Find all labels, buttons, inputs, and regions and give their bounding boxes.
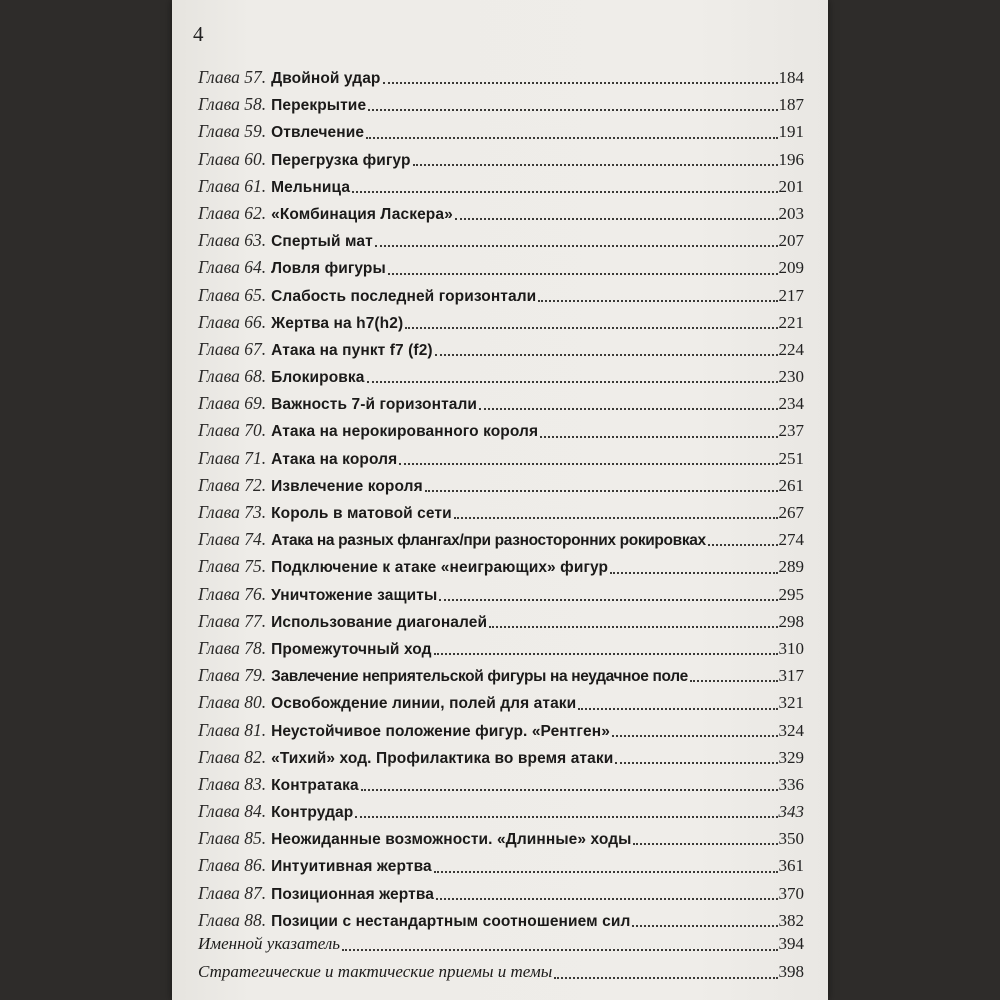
chapter-title: Перекрытие xyxy=(271,97,367,115)
index-entry-themes[interactable] xyxy=(198,958,804,986)
chapter-number: Глава 73. xyxy=(198,502,267,522)
toc-entry-70[interactable] xyxy=(198,417,804,444)
chapter-number: Глава 70. xyxy=(198,420,267,441)
toc-entry-78[interactable] xyxy=(198,635,804,662)
dot-leader xyxy=(388,272,778,275)
chapter-number: Глава 79. xyxy=(198,665,267,686)
chapter-title: Завлечение неприятельской фигуры на неудачное поле xyxy=(271,668,688,686)
page-ref: 251 xyxy=(778,448,804,468)
chapter-title: Неожиданные возможности. «Длинные» ходы xyxy=(271,831,632,849)
toc-entry-83[interactable] xyxy=(198,771,804,798)
chapter-number: Глава 87. xyxy=(198,882,267,903)
chapter-title: Отвлечение xyxy=(271,124,365,142)
chapter-title: Важность 7-й горизонтали xyxy=(271,396,478,414)
toc-entry-85[interactable] xyxy=(198,825,804,852)
chapter-number: Глава 68. xyxy=(198,366,267,387)
toc-entry-76[interactable] xyxy=(198,581,804,608)
chapter-number: Глава 61. xyxy=(198,175,267,196)
chapter-title: Жертва на h7(h2) xyxy=(271,314,404,332)
chapter-title: Использование диагоналей xyxy=(271,613,488,631)
chapter-number: Глава 82. xyxy=(198,746,267,767)
chapter-number: Глава 88. xyxy=(198,909,267,930)
chapter-number: Глава 65. xyxy=(198,284,267,305)
page-ref: 370 xyxy=(778,883,804,903)
toc-entry-71[interactable] xyxy=(198,445,804,472)
page-ref: 196 xyxy=(778,149,804,169)
toc-entry-75[interactable] xyxy=(198,553,804,580)
chapter-title: Позиции с нестандартным соотношением сил xyxy=(271,912,631,930)
chapter-number: Глава 86. xyxy=(198,855,267,876)
toc-entry-69[interactable] xyxy=(198,390,804,417)
toc-entry-62[interactable] xyxy=(198,200,804,227)
dot-leader xyxy=(435,353,778,356)
index-section xyxy=(198,930,804,986)
dot-leader xyxy=(632,924,777,927)
dot-leader xyxy=(633,842,777,845)
page-ref: 237 xyxy=(778,421,804,441)
page-ref: 261 xyxy=(778,475,804,495)
toc-entry-59[interactable] xyxy=(198,118,804,145)
chapter-number: Глава 74. xyxy=(198,529,267,550)
toc-entry-73[interactable] xyxy=(198,499,804,526)
index-entry-names[interactable] xyxy=(198,930,804,958)
chapter-number: Глава 75. xyxy=(198,556,267,577)
dot-leader xyxy=(540,435,777,438)
dot-leader xyxy=(690,679,778,682)
chapter-number: Глава 67. xyxy=(198,338,267,359)
page-ref: 274 xyxy=(778,530,804,550)
page-ref: 394 xyxy=(778,934,804,953)
toc-entry-61[interactable] xyxy=(198,173,804,200)
chapter-title: Позиционная жертва xyxy=(271,885,434,903)
page-ref: 361 xyxy=(778,856,804,876)
chapter-title: Неустойчивое положение фигур. «Рентген» xyxy=(271,722,610,740)
page-ref: 329 xyxy=(778,747,804,767)
page-ref: 207 xyxy=(778,231,804,251)
toc-entry-82[interactable] xyxy=(198,744,804,771)
dot-leader xyxy=(434,870,778,873)
dot-leader xyxy=(708,543,778,546)
dot-leader xyxy=(368,108,777,111)
toc-entry-68[interactable] xyxy=(198,363,804,390)
dot-leader xyxy=(489,625,777,628)
chapter-title: Атака на пункт f7 (f2) xyxy=(271,341,433,359)
dot-leader xyxy=(612,734,778,737)
chapter-title: Спертый мат xyxy=(271,233,373,251)
chapter-title: Атака на короля xyxy=(271,450,398,468)
page-ref: 224 xyxy=(778,339,804,359)
page-ref: 321 xyxy=(778,693,804,713)
toc-entry-81[interactable] xyxy=(198,717,804,744)
dot-leader xyxy=(383,81,778,84)
page-ref: 350 xyxy=(778,829,804,849)
toc-entry-66[interactable] xyxy=(198,309,804,336)
chapter-number: Глава 76. xyxy=(198,583,267,604)
page-ref: 201 xyxy=(778,176,804,196)
chapter-title: Контратака xyxy=(271,776,359,794)
chapter-title: Мельница xyxy=(271,178,351,196)
chapter-title: Интуитивная жертва xyxy=(271,858,432,876)
chapter-title: Король в матовой сети xyxy=(271,505,452,522)
dot-leader xyxy=(366,136,777,139)
chapter-title: Двойной удар xyxy=(271,70,381,87)
page-ref: 336 xyxy=(778,774,804,794)
dot-leader xyxy=(375,244,778,247)
chapter-title: Атака на нерокированного короля xyxy=(271,423,539,441)
page-ref: 191 xyxy=(778,122,804,142)
dot-leader xyxy=(439,598,777,601)
table-of-contents xyxy=(198,64,804,934)
toc-entry-57[interactable] xyxy=(198,64,804,91)
toc-entry-72[interactable] xyxy=(198,472,804,499)
index-title: Стратегические и тактические приемы и темы xyxy=(198,962,553,981)
toc-entry-60[interactable] xyxy=(198,146,804,173)
chapter-number: Глава 72. xyxy=(198,474,267,495)
page-ref: 221 xyxy=(778,312,804,332)
index-title: Именной указатель xyxy=(198,934,341,953)
chapter-number: Глава 58. xyxy=(198,94,267,115)
page-ref: 289 xyxy=(778,557,804,577)
dot-leader xyxy=(479,407,777,410)
toc-entry-86[interactable] xyxy=(198,852,804,879)
toc-entry-65[interactable] xyxy=(198,282,804,309)
chapter-number: Глава 83. xyxy=(198,773,267,794)
chapter-number: Глава 62. xyxy=(198,202,267,223)
chapter-number: Глава 69. xyxy=(198,393,267,414)
dot-leader xyxy=(425,489,778,492)
page-ref: 310 xyxy=(778,638,804,658)
dot-leader xyxy=(342,948,777,951)
page-ref: 317 xyxy=(778,666,804,686)
toc-entry-79[interactable] xyxy=(198,662,804,689)
page-ref: 234 xyxy=(778,394,804,414)
dot-leader xyxy=(399,462,777,465)
chapter-number: Глава 84. xyxy=(198,801,267,822)
dot-leader xyxy=(436,897,778,900)
chapter-title: «Комбинация Ласкера» xyxy=(271,205,453,223)
dot-leader xyxy=(367,380,778,383)
chapter-number: Глава 59. xyxy=(198,121,267,142)
dot-leader xyxy=(578,707,777,710)
dot-leader xyxy=(405,326,777,329)
chapter-title: Уничтожение защиты xyxy=(271,586,438,604)
dot-leader xyxy=(538,299,777,302)
chapter-title: Атака на разных флангах/при разносторонних рокировках xyxy=(271,532,706,550)
chapter-number: Глава 77. xyxy=(198,610,267,631)
dot-leader xyxy=(413,163,778,166)
chapter-title: Слабость последней горизонтали xyxy=(271,287,537,305)
chapter-title: Извлечение короля xyxy=(271,477,423,495)
toc-entry-77[interactable] xyxy=(198,608,804,635)
chapter-title: Подключение к атаке «неиграющих» фигур xyxy=(271,559,609,577)
page-ref: 230 xyxy=(778,367,804,387)
dot-leader xyxy=(455,217,778,220)
toc-entry-74[interactable] xyxy=(198,526,804,553)
toc-entry-63[interactable] xyxy=(198,227,804,254)
page-ref: 217 xyxy=(778,285,804,305)
dot-leader xyxy=(434,652,778,655)
chapter-number: Глава 85. xyxy=(198,828,267,849)
dot-leader xyxy=(454,516,778,519)
chapter-title: Освобождение линии, полей для атаки xyxy=(271,695,577,713)
chapter-title: Промежуточный ход xyxy=(271,640,432,658)
toc-entry-80[interactable] xyxy=(198,689,804,716)
chapter-title: Ловля фигуры xyxy=(271,260,386,278)
page-ref: 203 xyxy=(778,203,804,223)
toc-entry-84[interactable] xyxy=(198,798,804,825)
page-ref: 295 xyxy=(778,584,804,604)
page-ref: 184 xyxy=(778,68,804,87)
toc-entry-67[interactable] xyxy=(198,336,804,363)
chapter-title: «Тихий» ход. Профилактика во время атаки xyxy=(271,749,614,767)
chapter-number: Глава 66. xyxy=(198,311,267,332)
dot-leader xyxy=(554,976,777,979)
toc-entry-87[interactable] xyxy=(198,880,804,907)
dot-leader xyxy=(355,815,777,818)
chapter-number: Глава 63. xyxy=(198,230,267,251)
chapter-number: Глава 78. xyxy=(198,637,267,658)
dot-leader xyxy=(610,571,777,574)
page-ref: 298 xyxy=(778,611,804,631)
dot-leader xyxy=(615,761,777,764)
chapter-title: Перегрузка фигур xyxy=(271,151,411,169)
chapter-number: Глава 81. xyxy=(198,719,267,740)
chapter-title: Контрудар xyxy=(271,804,354,822)
page-ref: 209 xyxy=(778,258,804,278)
toc-entry-58[interactable] xyxy=(198,91,804,118)
page-ref: 187 xyxy=(778,95,804,115)
dot-leader xyxy=(361,788,778,791)
chapter-number: Глава 64. xyxy=(198,257,267,278)
page-ref: 343 xyxy=(778,802,804,822)
page-number: 4 xyxy=(193,22,204,46)
chapter-title: Блокировка xyxy=(271,369,365,387)
chapter-number: Глава 80. xyxy=(198,692,267,713)
page-ref: 382 xyxy=(778,910,804,930)
chapter-number: Глава 57. xyxy=(198,67,267,87)
page-ref: 398 xyxy=(778,962,804,981)
toc-entry-64[interactable] xyxy=(198,254,804,281)
chapter-number: Глава 60. xyxy=(198,148,267,169)
dot-leader xyxy=(352,190,777,193)
page-ref: 267 xyxy=(778,503,804,522)
page-ref: 324 xyxy=(778,720,804,740)
chapter-number: Глава 71. xyxy=(198,447,267,468)
